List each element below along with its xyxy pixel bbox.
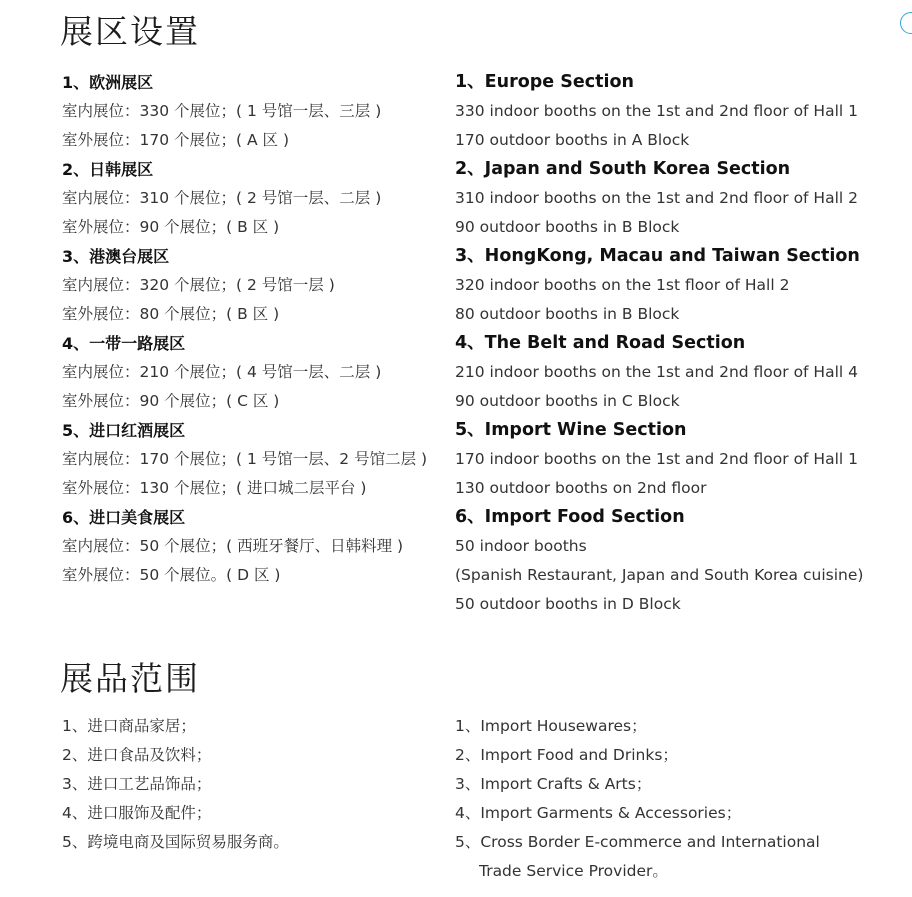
scope-item: 2、进口食品及饮料； xyxy=(62,746,212,764)
zone-heading-belt-road-zh: 4、一带一路展区 xyxy=(62,334,186,353)
zone-detail: 170 indoor booths on the 1st and 2nd floor of Hall 1 xyxy=(455,450,858,468)
scope-list-chinese xyxy=(62,712,442,857)
zone-heading-hk-macau-taiwan-en: 3、HongKong, Macau and Taiwan Section xyxy=(455,246,860,266)
scope-item: 1、进口商品家居； xyxy=(62,717,196,735)
zone-detail: 室外展位：130 个展位；( 进口城二层平台 ) xyxy=(62,479,367,497)
zone-detail: 320 indoor booths on the 1st floor of Hall 2 xyxy=(455,276,790,294)
zone-detail: 室内展位：210 个展位；( 4 号馆一层、二层 ) xyxy=(62,363,382,381)
scope-item: 1、Import Housewares； xyxy=(455,717,647,735)
zone-detail: 室外展位：90 个展位；( C 区 ) xyxy=(62,392,280,410)
zone-heading-belt-road-en: 4、The Belt and Road Section xyxy=(455,333,746,353)
zone-detail: 90 outdoor booths in B Block xyxy=(455,218,680,236)
zone-detail: 室内展位：330 个展位；( 1 号馆一层、三层 ) xyxy=(62,102,382,120)
zones-list-chinese xyxy=(62,68,442,590)
zone-detail: 80 outdoor booths in B Block xyxy=(455,305,680,323)
scope-item: 3、进口工艺品饰品； xyxy=(62,775,212,793)
scope-item: 4、Import Garments & Accessories； xyxy=(455,804,742,822)
zone-detail: 室内展位：320 个展位；( 2 号馆一层 ) xyxy=(62,276,335,294)
zones-list-english xyxy=(455,68,900,619)
zone-heading-food-zh: 6、进口美食展区 xyxy=(62,508,186,527)
zone-detail: 210 indoor booths on the 1st and 2nd floor of Hall 4 xyxy=(455,363,858,381)
booth-settings-title: 展区设置 xyxy=(60,12,200,51)
zone-heading-europe-en: 1、Europe Section xyxy=(455,72,634,92)
zone-detail: 170 outdoor booths in A Block xyxy=(455,131,690,149)
zone-heading-japan-korea-zh: 2、日韩展区 xyxy=(62,160,154,179)
circle-icon xyxy=(900,12,912,34)
zone-detail: 室外展位：50 个展位。( D 区 ) xyxy=(62,566,281,584)
zone-detail: 室外展位：90 个展位；( B 区 ) xyxy=(62,218,280,236)
scope-item: 5、跨境电商及国际贸易服务商。 xyxy=(62,833,289,851)
scope-item: 5、Cross Border E-commerce and International xyxy=(455,833,820,851)
zone-detail: 90 outdoor booths in C Block xyxy=(455,392,680,410)
zone-detail: 50 outdoor booths in D Block xyxy=(455,595,681,613)
scope-item-continuation: Trade Service Provider。 xyxy=(479,862,668,880)
zone-heading-europe-zh: 1、欧洲展区 xyxy=(62,73,154,92)
zone-detail: 室外展位：80 个展位；( B 区 ) xyxy=(62,305,280,323)
zone-detail: 室内展位：170 个展位；( 1 号馆一层、2 号馆二层 ) xyxy=(62,450,428,468)
zone-detail: (Spanish Restaurant, Japan and South Korea cuisine) xyxy=(455,566,864,584)
zone-heading-japan-korea-en: 2、Japan and South Korea Section xyxy=(455,159,791,179)
exhibit-scope-title: 展品范围 xyxy=(60,659,200,698)
zone-heading-wine-en: 5、Import Wine Section xyxy=(455,420,687,440)
zone-detail: 130 outdoor booths on 2nd floor xyxy=(455,479,707,497)
scope-item: 4、进口服饰及配件； xyxy=(62,804,212,822)
scope-list-english xyxy=(455,712,900,886)
zone-heading-wine-zh: 5、进口红酒展区 xyxy=(62,421,186,440)
scope-item: 3、Import Crafts & Arts； xyxy=(455,775,652,793)
zone-detail: 室外展位：170 个展位；( A 区 ) xyxy=(62,131,289,149)
zone-detail: 室内展位：310 个展位；( 2 号馆一层、二层 ) xyxy=(62,189,382,207)
zone-heading-hk-macau-taiwan-zh: 3、港澳台展区 xyxy=(62,247,170,266)
zone-detail: 50 indoor booths xyxy=(455,537,587,555)
zone-detail: 室内展位：50 个展位；( 西班牙餐厅、日韩料理 ) xyxy=(62,537,404,555)
zone-heading-food-en: 6、Import Food Section xyxy=(455,507,685,527)
scope-item: 2、Import Food and Drinks； xyxy=(455,746,678,764)
zone-detail: 330 indoor booths on the 1st and 2nd floor of Hall 1 xyxy=(455,102,858,120)
zone-detail: 310 indoor booths on the 1st and 2nd floor of Hall 2 xyxy=(455,189,858,207)
